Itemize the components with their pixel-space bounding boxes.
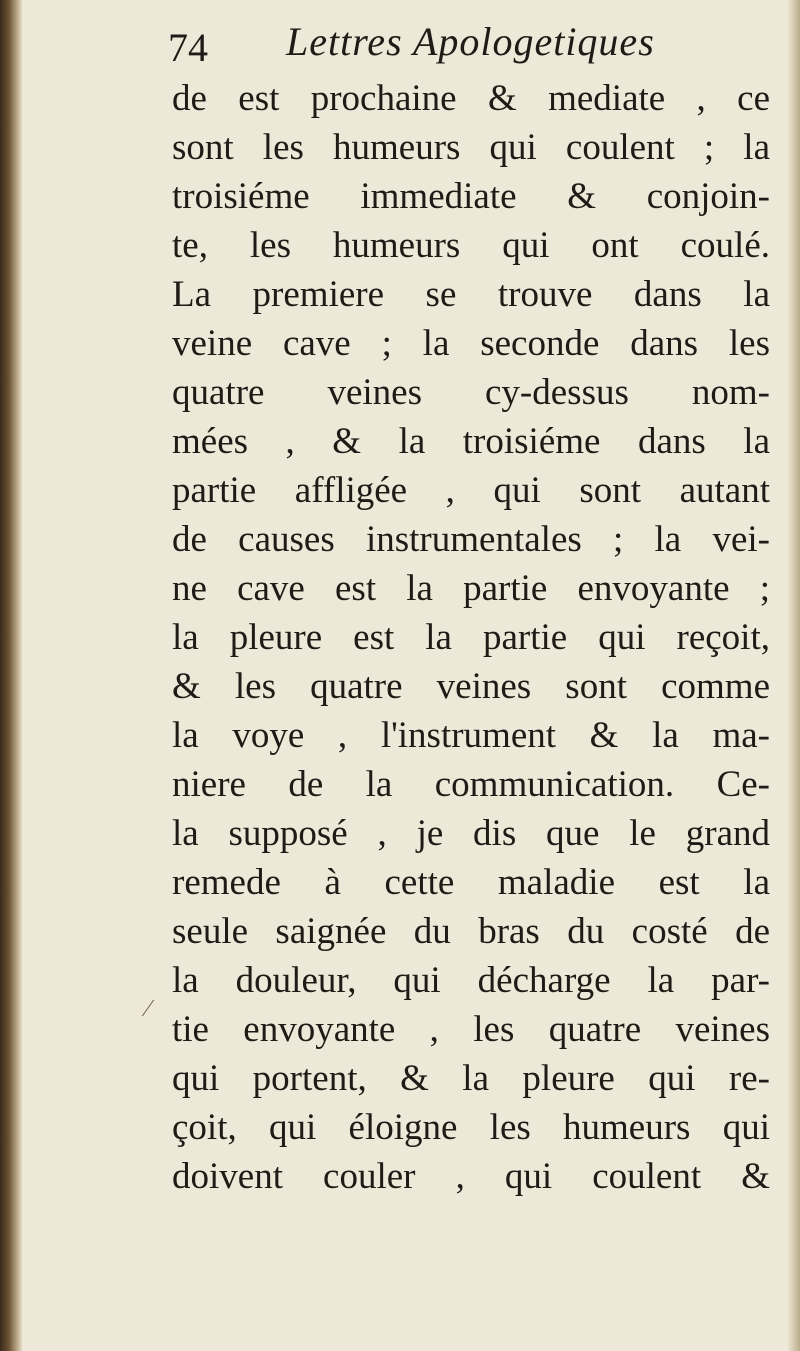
- text-line: qui portent, & la pleure qui re-: [172, 1058, 770, 1099]
- text-line: partie affligée , qui sont autant: [172, 470, 770, 511]
- text-line: la pleure est la partie qui reçoit,: [172, 617, 770, 658]
- text-line: La premiere se trouve dans la: [172, 274, 770, 315]
- text-line: de est prochaine & mediate , ce: [172, 78, 770, 119]
- body-text: [172, 74, 770, 1201]
- text-line: remede à cette maladie est la: [172, 862, 770, 903]
- text-line: la voye , l'instrument & la ma-: [172, 715, 770, 756]
- text-line: te, les humeurs qui ont coulé.: [172, 225, 770, 266]
- binding-gutter: [0, 0, 22, 1351]
- text-line: quatre veines cy-dessus nom-: [172, 372, 770, 413]
- text-line: & les quatre veines sont comme: [172, 666, 770, 707]
- text-line: seule saignée du bras du costé de: [172, 911, 770, 952]
- text-line: de causes instrumentales ; la vei-: [172, 519, 770, 560]
- page-header: [168, 18, 768, 80]
- page-number: 74: [168, 25, 208, 70]
- text-line: troisiéme immediate & conjoin-: [172, 176, 770, 217]
- text-line: çoit, qui éloigne les humeurs qui: [172, 1107, 770, 1148]
- text-line: la douleur, qui décharge la par-: [172, 960, 770, 1001]
- margin-pen-mark: ⁄: [146, 996, 151, 1022]
- text-line: mées , & la troisiéme dans la: [172, 421, 770, 462]
- page-edge: [788, 0, 800, 1351]
- text-line: niere de la communication. Ce-: [172, 764, 770, 805]
- text-line: veine cave ; la seconde dans les: [172, 323, 770, 364]
- text-line: tie envoyante , les quatre veines: [172, 1009, 770, 1050]
- text-line: doivent couler , qui coulent &: [172, 1156, 770, 1197]
- running-head: Lettres Apologetiques: [286, 19, 655, 64]
- text-line: la supposé , je dis que le grand: [172, 813, 770, 854]
- text-line: ne cave est la partie envoyante ;: [172, 568, 770, 609]
- text-line: sont les humeurs qui coulent ; la: [172, 127, 770, 168]
